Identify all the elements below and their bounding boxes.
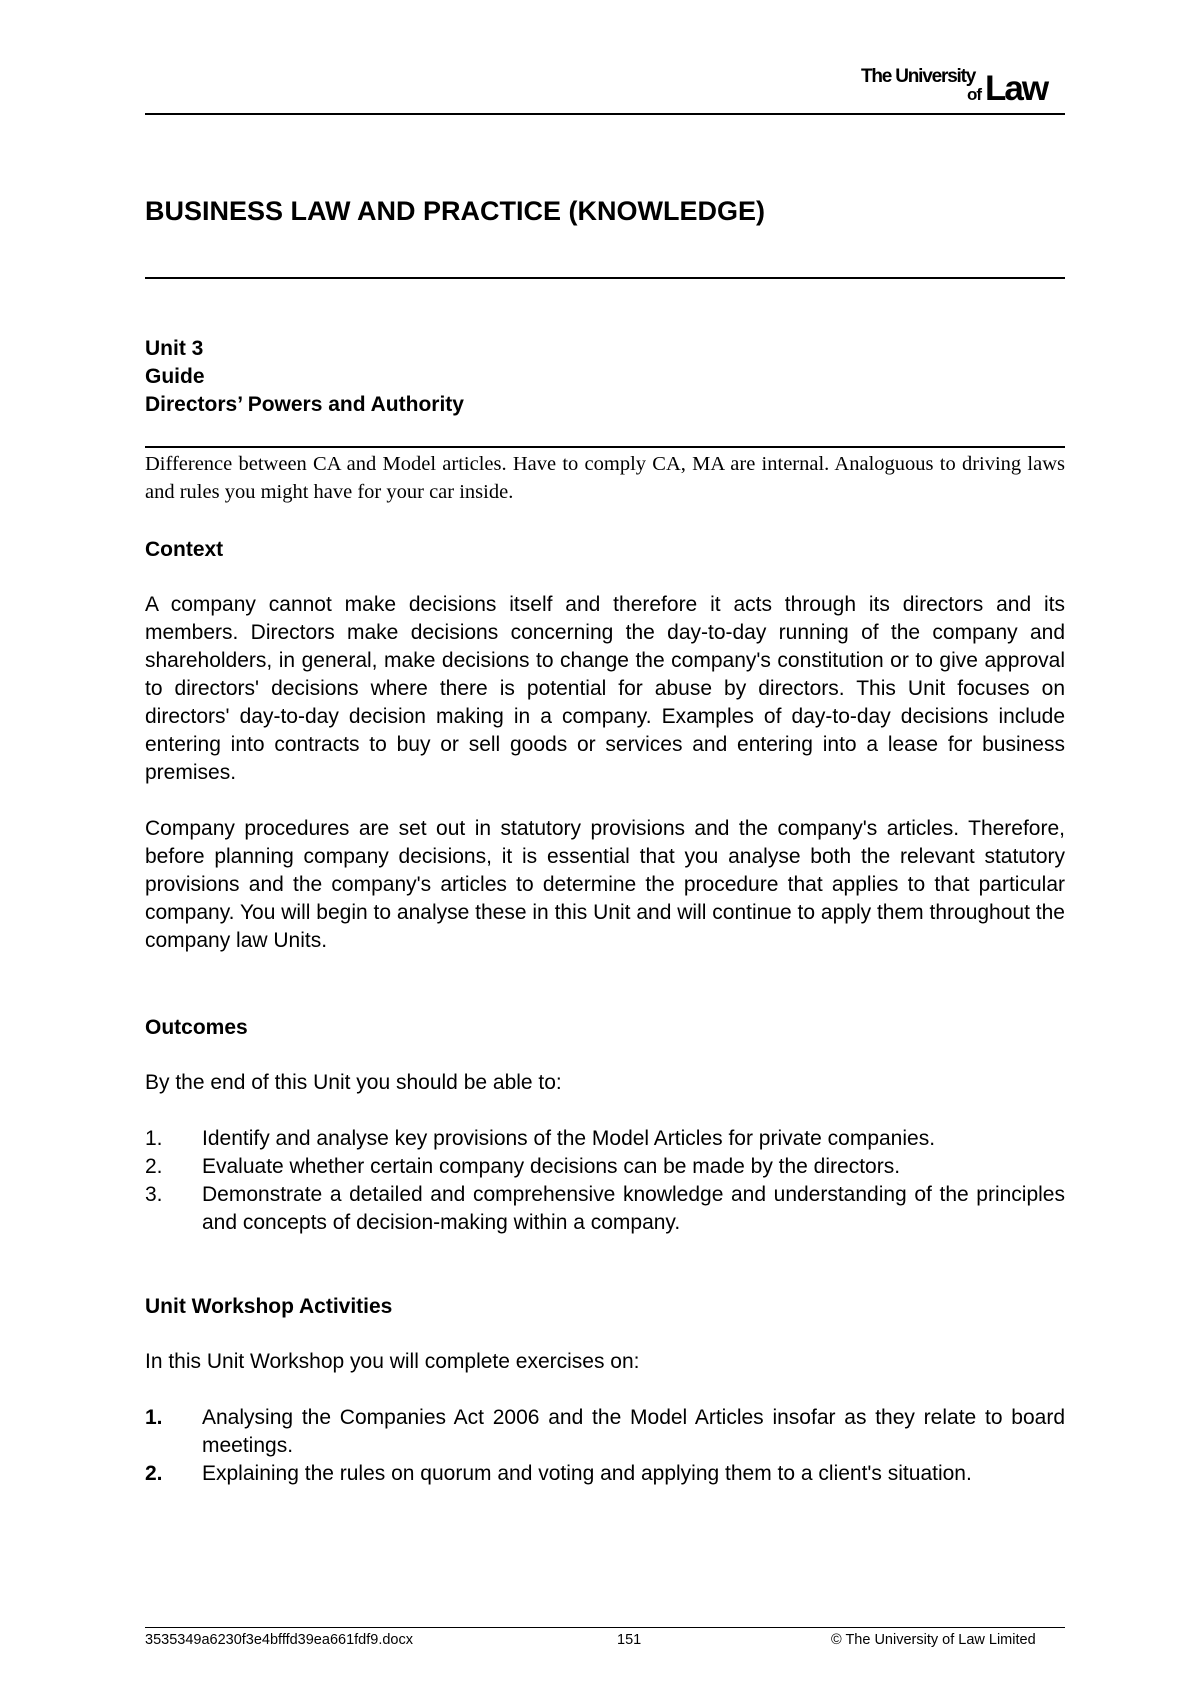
workshop-intro: In this Unit Workshop you will complete exercises on:: [145, 1350, 640, 1373]
outcome-item: [145, 1125, 1065, 1153]
document-title: BUSINESS LAW AND PRACTICE (KNOWLEDGE): [145, 196, 765, 226]
workshop-number: 1.: [145, 1406, 163, 1429]
logo-law: Law: [985, 69, 1048, 108]
title-rule: [145, 277, 1065, 279]
outcomes-heading: Outcomes: [145, 1016, 248, 1039]
context-heading: Context: [145, 538, 224, 561]
workshop-text: Analysing the Companies Act 2006 and the Model Articles insofar as they relate to board meetings.: [202, 1406, 1065, 1457]
workshop-number: 2.: [145, 1462, 163, 1485]
outcome-text: Identify and analyse key provisions of the Model Articles for private companies.: [202, 1127, 936, 1150]
university-logo: [855, 62, 1065, 108]
subtitle-rule: [145, 446, 1065, 448]
footer-copyright: © The University of Law Limited: [831, 1632, 1036, 1648]
logo-of: of: [967, 85, 982, 104]
workshop-text: Explaining the rules on quorum and voting and applying them to a client's situation.: [202, 1462, 972, 1485]
workshop-heading: Unit Workshop Activities: [145, 1295, 393, 1318]
outcome-item: [145, 1153, 1065, 1181]
workshop-item: [145, 1460, 1065, 1488]
unit-subtitle: Directors’ Powers and Authority: [145, 393, 464, 416]
guide-label: Guide: [145, 365, 205, 388]
outcome-item: [145, 1181, 1065, 1237]
context-paragraph-1: A company cannot make decisions itself and therefore it acts through its directors and its members. Directors make decisions concerning the day-to-day running of the company and shareholders, in general, make decisions to change the company's constitution or to give approval to directors' decisions where there is potential for abuse by directors. This Unit focuses on directors' day-to-day decision making in a company. Examples of day-to-day decisions include entering into contracts to buy or sell goods or services and entering into a lease for business premises.: [145, 593, 1065, 784]
footer-rule: [145, 1627, 1065, 1628]
outcome-number: 2.: [145, 1155, 163, 1178]
outcome-text: Evaluate whether certain company decisions can be made by the directors.: [202, 1155, 901, 1178]
outcomes-intro: By the end of this Unit you should be able to:: [145, 1071, 562, 1094]
outcome-number: 1.: [145, 1127, 163, 1150]
footer-filename: 3535349a6230f3e4bfffd39ea661fdf9.docx: [145, 1632, 413, 1648]
header-rule: [145, 113, 1065, 115]
handwritten-note: Difference between CA and Model articles. Have to comply CA, MA are internal. Analoguous to driving laws and rules you might have for your car inside.: [145, 453, 1065, 503]
logo-line1: The University: [861, 66, 976, 87]
outcome-text: Demonstrate a detailed and comprehensive knowledge and understanding of the principles and concepts of decision-making within a company.: [202, 1183, 1065, 1234]
workshop-item: [145, 1404, 1065, 1460]
context-paragraph-2: Company procedures are set out in statutory provisions and the company's articles. Therefore, before planning company decisions, it is essential that you analyse both the relevant statutory provisions and the company's articles to determine the procedure that applies to that particular company. You will begin to analyse these in this Unit and will continue to apply them throughout the company law Units.: [145, 817, 1065, 952]
footer-page-number: 151: [617, 1632, 642, 1648]
outcome-number: 3.: [145, 1183, 163, 1206]
unit-label: Unit 3: [145, 337, 204, 360]
